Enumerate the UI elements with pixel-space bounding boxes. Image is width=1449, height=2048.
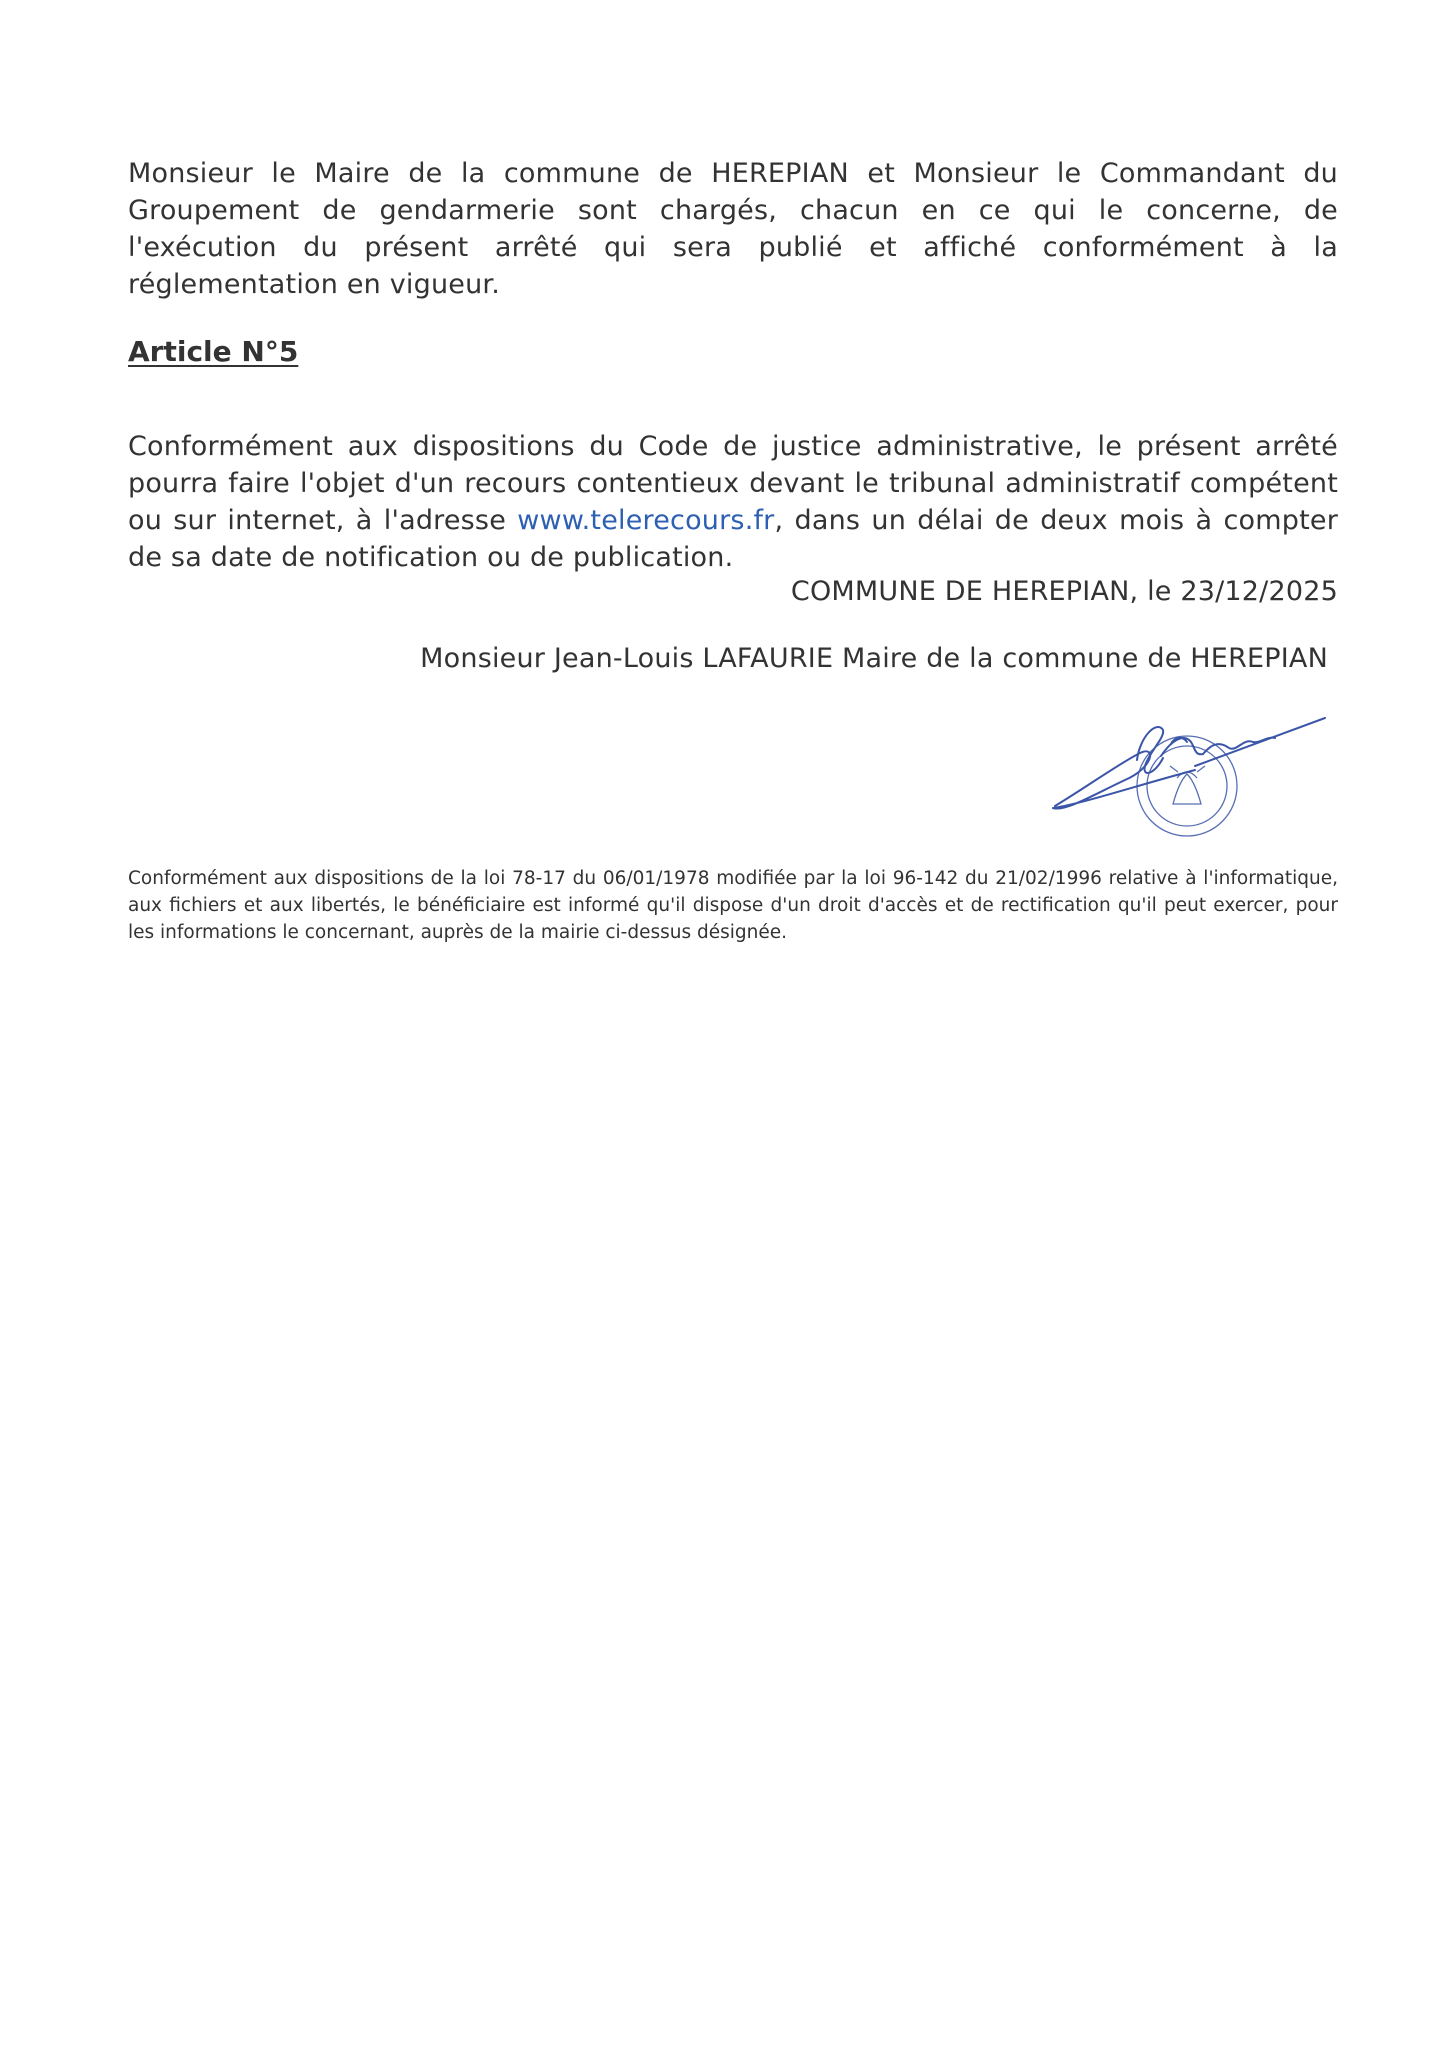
telerecours-link[interactable]: www.telerecours.fr [517,505,775,536]
privacy-footnote: Conformément aux dispositions de la loi 78-17 du 06/01/1978 modifiée par la loi 96-142 du 21/02/1996 relative à l'informatique, aux fichiers et aux libertés, le bénéficiaire est informé qu'il dispose d'un droit d'accès et de rectification qu'il peut exercer, pour les informations le concernant, auprès de la mairie ci-dessus désignée. [128,867,1338,943]
recours-paragraph [128,428,1338,576]
recours-text-before: Conformément aux dispositions du Code de justice administrative, le présent arrêté pourra faire l'objet d'un recours contentieux devant le tribunal administratif compétent ou sur internet, à l'adresse [128,431,1338,536]
article-title: Article N°5 [128,335,299,368]
execution-paragraph: Monsieur le Maire de la commune de HEREPIAN et Monsieur le Commandant du Groupement de gendarmerie sont chargés, chacun en ce qui le concerne, de l'exécution du présent arrêté qui sera publié et affiché conformément à la réglementation en vigueur. [128,158,1338,300]
signed-place-date: COMMUNE DE HEREPIAN, le 23/12/2025 [790,576,1338,607]
handwritten-signature [1053,718,1325,809]
signatory-line: Monsieur Jean-Louis LAFAURIE Maire de la commune de HEREPIAN [420,643,1328,674]
signature-and-seal [1045,708,1335,838]
recours-text-after: , dans un délai de deux mois à compter de sa date de notification ou de publication. [128,505,1338,573]
